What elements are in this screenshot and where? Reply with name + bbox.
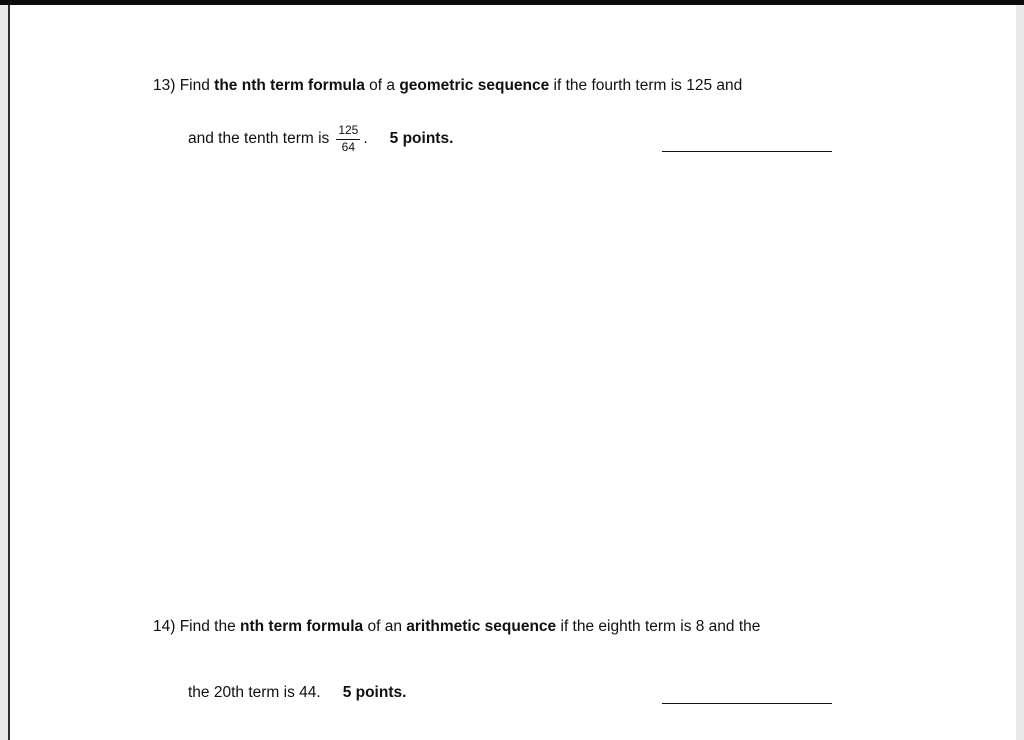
q14-text: the 20th term is 44. (188, 684, 321, 701)
q14-text: of an (363, 618, 407, 635)
q14-bold-arithmetic: arithmetic sequence (406, 618, 557, 635)
question-13-line-2 (188, 118, 453, 160)
q14-text: 14) Find the (153, 618, 241, 635)
q14-text: if the eighth term is 8 and the (556, 618, 761, 635)
fraction-125-64 (336, 124, 360, 155)
q13-period: . (363, 130, 368, 147)
answer-blank-q13 (662, 151, 832, 152)
q13-bold-nth-term: the nth term formula (214, 77, 365, 94)
fraction-denominator: 64 (341, 139, 355, 154)
q13-text: of a (364, 77, 400, 94)
q13-text: 13) Find (153, 77, 215, 94)
q13-bold-geometric: geometric sequence (399, 77, 550, 94)
q14-points-label: 5 points. (342, 684, 407, 701)
q13-text: and the tenth term is (188, 130, 330, 147)
q13-points-label: 5 points. (389, 130, 454, 147)
question-14-line-2 (188, 684, 406, 702)
q13-text: if the fourth term is 125 and (549, 77, 743, 94)
question-13-line-1 (153, 77, 742, 95)
answer-blank-q14 (662, 703, 832, 704)
fraction-numerator: 125 (336, 124, 360, 140)
q14-bold-nth-term: nth term formula (240, 618, 364, 635)
document-page (8, 5, 1016, 740)
question-14-line-1 (153, 618, 760, 636)
